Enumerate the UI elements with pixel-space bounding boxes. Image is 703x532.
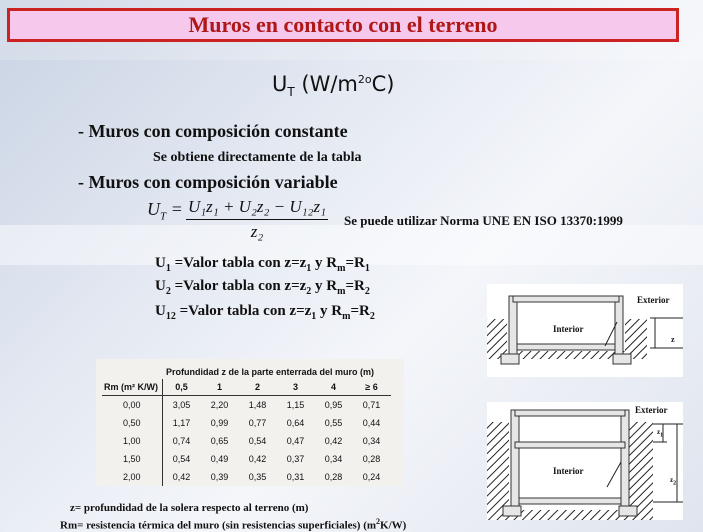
- table-cell: 2,20: [210, 400, 229, 410]
- table-corner: [102, 365, 162, 379]
- table-cell: 1,48: [248, 400, 267, 410]
- def-symbol: U: [155, 303, 166, 319]
- wall-right: [615, 296, 623, 354]
- table-cell: 0,31: [286, 472, 305, 482]
- definition-u2: [155, 278, 370, 297]
- u-value-table: [96, 359, 404, 486]
- z2-sub: 2: [673, 480, 677, 487]
- z1-sub: 1: [660, 432, 664, 439]
- caption-rm: [60, 517, 406, 532]
- table-cell: 0,47: [286, 436, 305, 446]
- soil-bottom: [507, 351, 627, 359]
- table-cell: 0,74: [172, 436, 191, 446]
- label-exterior: Exterior: [637, 295, 670, 305]
- table-cell: 0,49: [210, 454, 229, 464]
- table-cell: 0,24: [362, 472, 381, 482]
- table-cell: 0,42: [324, 436, 343, 446]
- def-r-sub: m: [337, 286, 346, 297]
- formula-u: U: [147, 199, 160, 219]
- table-row: [102, 432, 391, 450]
- caption-rm-end: K/W): [380, 519, 407, 532]
- table-row: [102, 468, 391, 486]
- table-cell: 1,17: [172, 418, 191, 428]
- roof-slab: [513, 296, 619, 302]
- wall-left: [509, 296, 517, 354]
- def-text: =Valor tabla con z=z: [170, 278, 307, 294]
- caption-rm-text: Rm= resistencia térmica del muro (sin resistencias superficiales) (m: [60, 519, 377, 532]
- table-row: [102, 396, 391, 415]
- table-cell: 0,54: [248, 436, 267, 446]
- table-cell: 0,54: [172, 454, 191, 464]
- label-z: z: [671, 335, 675, 344]
- table-cell: 0,99: [210, 418, 229, 428]
- def-end-sub: 2: [369, 311, 375, 322]
- def-end-sub: 1: [364, 263, 370, 274]
- ut-units-end: C): [371, 72, 395, 96]
- leader-line: [607, 462, 621, 487]
- def-mid: y R: [316, 303, 343, 319]
- def-text: =Valor tabla con z=z: [175, 303, 312, 319]
- table-cell: 3,05: [172, 400, 191, 410]
- table-row: [102, 414, 391, 432]
- diagram-variable-svg: [487, 402, 683, 520]
- table-group-header-row: [102, 365, 391, 379]
- soil-left: [487, 319, 507, 359]
- soil-right: [629, 422, 653, 520]
- ut-symbol: U: [272, 72, 288, 96]
- wall-left: [511, 410, 519, 510]
- def-sub: 12: [165, 311, 176, 322]
- def-r-sub: m: [337, 263, 346, 274]
- middle-slab: [515, 442, 625, 448]
- row-header-cell: 0,50: [102, 414, 162, 432]
- wall-right: [621, 410, 629, 510]
- column-header: 1: [216, 382, 222, 392]
- label-z2: [670, 476, 676, 486]
- definition-u1: [155, 255, 370, 274]
- table-cell: 0,42: [172, 472, 191, 482]
- def-z-sub: 1: [306, 263, 312, 274]
- formula-fraction: [186, 197, 328, 242]
- z2-letter: z: [670, 476, 674, 484]
- def-end-sub: 2: [364, 286, 370, 297]
- footing-left: [501, 354, 519, 364]
- definition-u12: [155, 303, 375, 322]
- table-cell: 0,34: [362, 436, 381, 446]
- soil-right: [625, 319, 647, 359]
- table-row: [102, 450, 391, 468]
- formula-lhs: $U_T$ =: [147, 199, 183, 223]
- table-cell: 0,44: [362, 418, 381, 428]
- table-body: [102, 396, 391, 487]
- table-cell: 1,15: [286, 400, 305, 410]
- table-cell: 0,42: [248, 454, 267, 464]
- wall-diagram-constant: [487, 284, 683, 377]
- table-cell: 0,65: [210, 436, 229, 446]
- def-z-sub: 1: [311, 311, 317, 322]
- def-r-sub: m: [342, 311, 351, 322]
- footing-right: [619, 506, 637, 516]
- label-interior: Interior: [553, 324, 584, 334]
- table-cell: 0,71: [362, 400, 381, 410]
- column-header: ≥ 6: [365, 382, 378, 392]
- table-header-row: [102, 379, 391, 396]
- column-header: 3: [292, 382, 298, 392]
- def-end: =R: [345, 255, 365, 271]
- soil-left: [487, 422, 509, 520]
- floor-slab: [517, 344, 615, 350]
- def-sub: 1: [165, 263, 171, 274]
- bullet-constant: - Muros con composición constante: [78, 121, 348, 141]
- table-cell: 0,28: [324, 472, 343, 482]
- table-cell: 0,34: [324, 454, 343, 464]
- formula-denominator: z₂: [250, 222, 264, 241]
- bullet-variable: - Muros con composición variable: [78, 172, 338, 192]
- table-cell: 0,35: [248, 472, 267, 482]
- column-header: 2: [254, 382, 260, 392]
- def-sub: 2: [165, 286, 171, 297]
- def-symbol: U: [155, 255, 166, 271]
- norm-note: Se puede utilizar Norma UNE EN ISO 13370:1999: [344, 213, 623, 228]
- formula-u-sub: T: [160, 210, 167, 223]
- column-header: 0,5: [175, 382, 188, 392]
- page-title: Muros en contacto con el terreno: [188, 12, 498, 37]
- label-exterior: Exterior: [635, 405, 668, 415]
- row-header-cell: 1,50: [102, 450, 162, 468]
- table-cell: 0,28: [362, 454, 381, 464]
- def-end: =R: [350, 303, 370, 319]
- fraction-bar: [186, 219, 328, 220]
- table-cell: 0,77: [248, 418, 267, 428]
- row-header-cell: 0,00: [102, 396, 162, 415]
- floor-slab: [519, 498, 621, 504]
- roof-slab: [515, 410, 625, 416]
- row-header-cell: 2,00: [102, 468, 162, 486]
- def-z-sub: 2: [306, 286, 312, 297]
- ut-subscript: T: [287, 85, 295, 100]
- label-interior: Interior: [553, 466, 584, 476]
- ut-units: (W/m: [294, 72, 358, 96]
- column-header: Rm (m² K/W): [102, 379, 162, 396]
- def-mid: y R: [311, 278, 338, 294]
- soil-bottom: [509, 510, 629, 520]
- def-mid: y R: [311, 255, 338, 271]
- table-cell: 0,37: [286, 454, 305, 464]
- caption-z: z= profundidad de la solera respecto al terreno (m): [70, 502, 309, 514]
- label-z1: [657, 428, 663, 438]
- table-cell: 0,64: [286, 418, 305, 428]
- table-cell: 0,39: [210, 472, 229, 482]
- caption-rm-sup: 2: [376, 517, 381, 526]
- row-header-cell: 1,00: [102, 432, 162, 450]
- z1-letter: z: [657, 428, 661, 436]
- footing-right: [613, 354, 631, 364]
- formula-numerator: U₁z₁ + U₂z₂ − U₁₂z₁: [188, 197, 326, 216]
- footing-left: [503, 506, 521, 516]
- column-header: 4: [330, 382, 336, 392]
- u-table: [102, 365, 391, 486]
- ut-units-sup: 2o: [357, 73, 372, 86]
- table-cell: 0,95: [324, 400, 343, 410]
- table-cell: 0,55: [324, 418, 343, 428]
- def-end: =R: [345, 278, 365, 294]
- note-constant: Se obtiene directamente de la tabla: [153, 150, 362, 165]
- def-symbol: U: [155, 278, 166, 294]
- ut-heading: [272, 72, 394, 99]
- title-banner: [7, 8, 679, 42]
- table-group-header: Profundidad z de la parte enterrada del muro (m): [166, 367, 375, 377]
- wall-diagram-variable: [487, 402, 683, 520]
- def-text: =Valor tabla con z=z: [170, 255, 307, 271]
